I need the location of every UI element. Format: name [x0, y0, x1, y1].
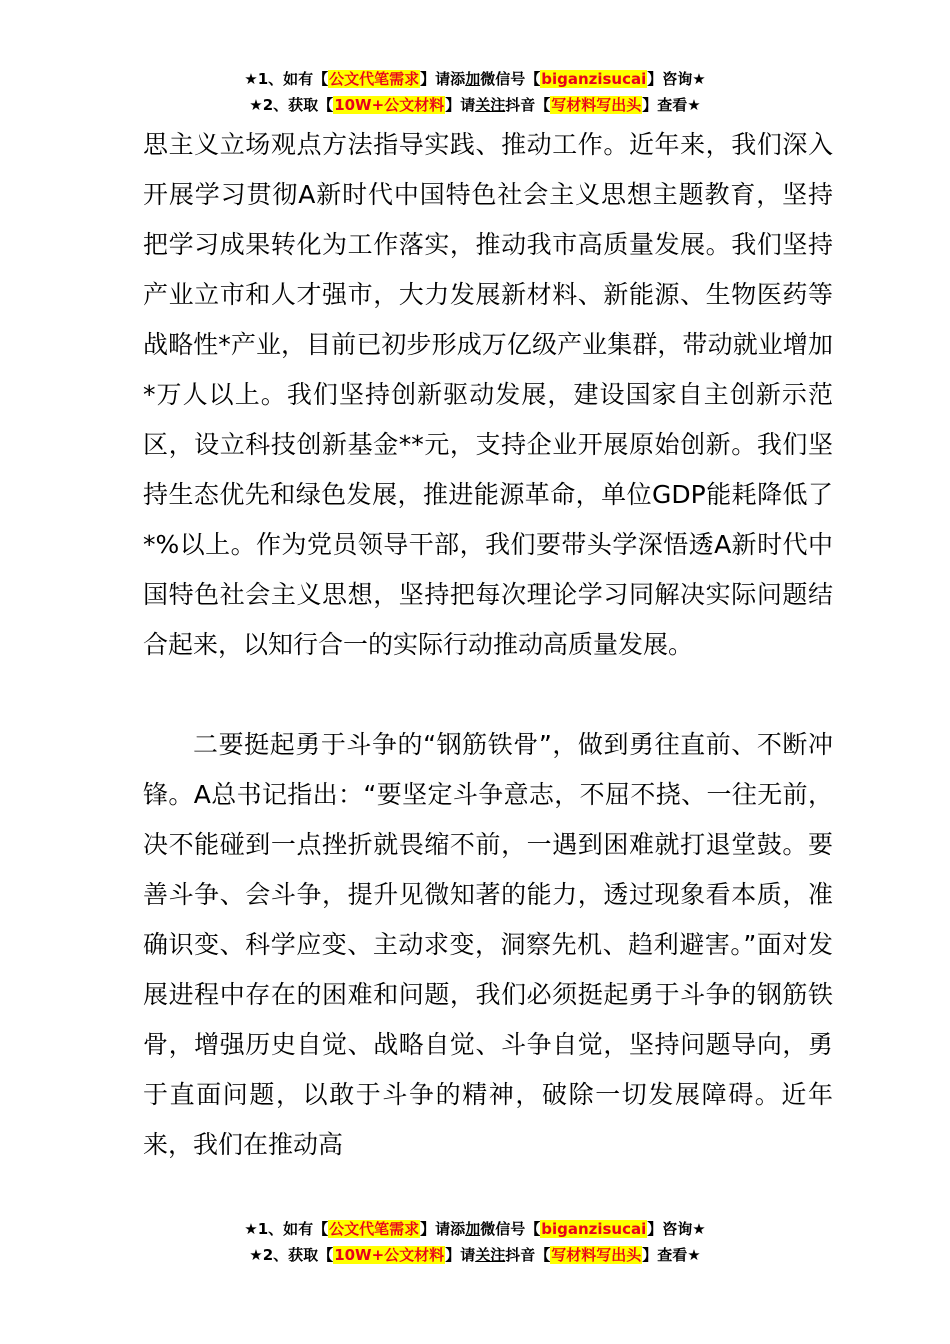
document-body [143, 120, 833, 1170]
banner-underline: 加 [465, 70, 481, 88]
banner-highlight-wechat-id: biganzisucai [541, 70, 647, 88]
banner-text: 】咨询★ [647, 1220, 706, 1238]
banner-text: 】请 [445, 1246, 476, 1264]
banner-underline: 加 [465, 1220, 481, 1238]
banner-highlight: 公文代笔需求 [329, 70, 420, 88]
banner-text: ★1、如有【 [244, 70, 329, 88]
banner-text: 微信号【 [480, 1220, 541, 1238]
paragraph-2: 二要挺起勇于斗争的“钢筋铁骨”，做到勇往直前、不断冲锋。A总书记指出：“要坚定斗争意志，不屈不挠、一往无前，决不能碰到一点挫折就畏缩不前，一遇到困难就打退堂鼓。要善斗争、会斗争，提升见微知著的能力，透过现象看本质，准确识变、科学应变、主动求变，洞察先机、趋利避害。”面对发展进程中存在的困难和问题，我们必须挺起勇于斗争的钢筋铁骨，增强历史自觉、战略自觉、斗争自觉，坚持问题导向，勇于直面问题，以敢于斗争的精神，破除一切发展障碍。近年来，我们在推动高 [143, 730, 833, 1159]
banner-line-1 [0, 66, 950, 92]
paragraph-1: 思主义立场观点方法指导实践、推动工作。近年来，我们深入开展学习贯彻A新时代中国特色社会主义思想主题教育，坚持把学习成果转化为工作落实，推动我市高质量发展。我们坚持产业立市和人才强市，大力发展新材料、新能源、生物医药等战略性*产业，目前已初步形成万亿级产业集群，带动就业增加*万人以上。我们坚持创新驱动发展，建设国家自主创新示范区，设立科技创新基金**元，支持企业开展原始创新。我们坚持生态优先和绿色发展，推进能源革命，单位GDP能耗降低了*%以上。作为党员领导干部，我们要带头学深悟透A新时代中国特色社会主义思想，坚持把每次理论学习同解决实际问题结合起来，以知行合一的实际行动推动高质量发展。 [143, 130, 833, 659]
banner-highlight-douyin-id: 写材料写出头 [551, 1246, 642, 1264]
banner-line-1 [0, 1216, 950, 1242]
banner-text: 】请添 [420, 1220, 466, 1238]
banner-highlight: 10W+公文材料 [334, 1246, 445, 1264]
banner-text: 抖音【 [505, 1246, 551, 1264]
banner-highlight-douyin-id: 写材料写出头 [551, 96, 642, 114]
banner-highlight-wechat-id: biganzisucai [541, 1220, 647, 1238]
banner-highlight: 10W+公文材料 [334, 96, 445, 114]
banner-text: 抖音【 [505, 96, 551, 114]
footer-banner [0, 1216, 950, 1268]
banner-line-2 [0, 92, 950, 118]
banner-highlight: 公文代笔需求 [329, 1220, 420, 1238]
banner-underline: 关注 [475, 96, 506, 114]
banner-text: 】查看★ [642, 96, 701, 114]
banner-text: ★2、获取【 [249, 96, 334, 114]
banner-text: 微信号【 [480, 70, 541, 88]
banner-text: ★1、如有【 [244, 1220, 329, 1238]
header-banner [0, 66, 950, 118]
banner-underline: 关注 [475, 1246, 506, 1264]
banner-text: 】请添 [420, 70, 466, 88]
banner-line-2 [0, 1242, 950, 1268]
banner-text: 】请 [445, 96, 476, 114]
banner-text: ★2、获取【 [249, 1246, 334, 1264]
banner-text: 】查看★ [642, 1246, 701, 1264]
banner-text: 】咨询★ [647, 70, 706, 88]
